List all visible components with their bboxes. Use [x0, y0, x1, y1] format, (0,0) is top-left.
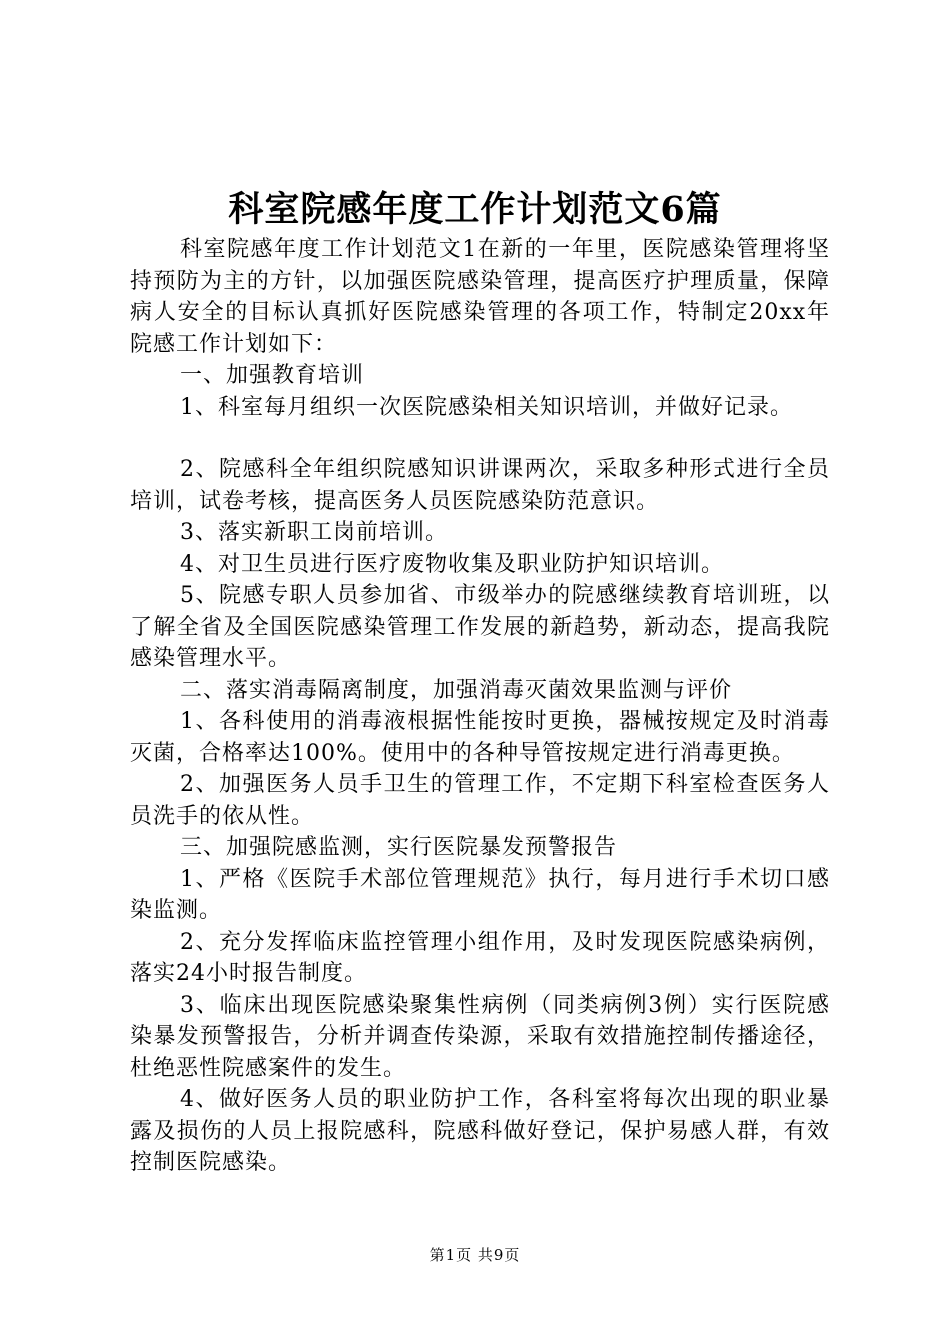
body-paragraph: 2、充分发挥临床监控管理小组作用，及时发现医院感染病例，落实24小时报告制度。 — [130, 929, 830, 986]
body-paragraph: 2、院感科全年组织院感知识讲课两次，采取多种形式进行全员培训，试卷考核，提高医务人员医院感染防范意识。 — [130, 457, 830, 514]
body-paragraph: 2、加强医务人员手卫生的管理工作，不定期下科室检查医务人员洗手的依从性。 — [130, 772, 830, 829]
section-heading-1: 一、加强教育培训 — [180, 363, 365, 388]
intro-paragraph: 科室院感年度工作计划范文1在新的一年里，医院感染管理将坚持预防为主的方针，以加强医院感染管理，提高医疗护理质量，保障病人安全的目标认真抓好医院感染管理的各项工作，特制定20xx年院感工作计划如下： — [130, 237, 830, 357]
body-paragraph: 4、做好医务人员的职业防护工作，各科室将每次出现的职业暴露及损伤的人员上报院感科，院感科做好登记，保护易感人群，有效控制医院感染。 — [130, 1087, 830, 1175]
body-paragraph: 1、严格《医院手术部位管理规范》执行，每月进行手术切口感染监测。 — [130, 866, 830, 923]
body-paragraph: 3、落实新职工岗前培训。 — [180, 520, 448, 545]
body-paragraph: 5、院感专职人员参加省、市级举办的院感继续教育培训班，以了解全省及全国医院感染管理工作发展的新趋势，新动态，提高我院感染管理水平。 — [130, 583, 830, 671]
page-footer: 第1页 共9页 — [429, 1246, 521, 1264]
body-paragraph: 1、各科使用的消毒液根据性能按时更换，器械按规定及时消毒灭菌，合格率达100%。使用中的各种导管按规定进行消毒更换。 — [130, 709, 830, 766]
document-body — [130, 234, 830, 1179]
section-heading-2: 二、落实消毒隔离制度，加强消毒灭菌效果监测与评价 — [180, 677, 733, 703]
body-paragraph: 3、临床出现医院感染聚集性病例（同类病例3例）实行医院感染暴发预警报告，分析并调查传染源，采取有效措施控制传播途径，杜绝恶性院感案件的发生。 — [130, 992, 830, 1081]
section-heading-3: 三、加强院感监测，实行医院暴发预警报告 — [180, 835, 618, 860]
document-title: 科室院感年度工作计划范文6篇 — [228, 189, 722, 230]
body-paragraph: 4、对卫生员进行医疗废物收集及职业防护知识培训。 — [180, 551, 724, 577]
body-paragraph: 1、科室每月组织一次医院感染相关知识培训，并做好记录。 — [180, 394, 793, 420]
